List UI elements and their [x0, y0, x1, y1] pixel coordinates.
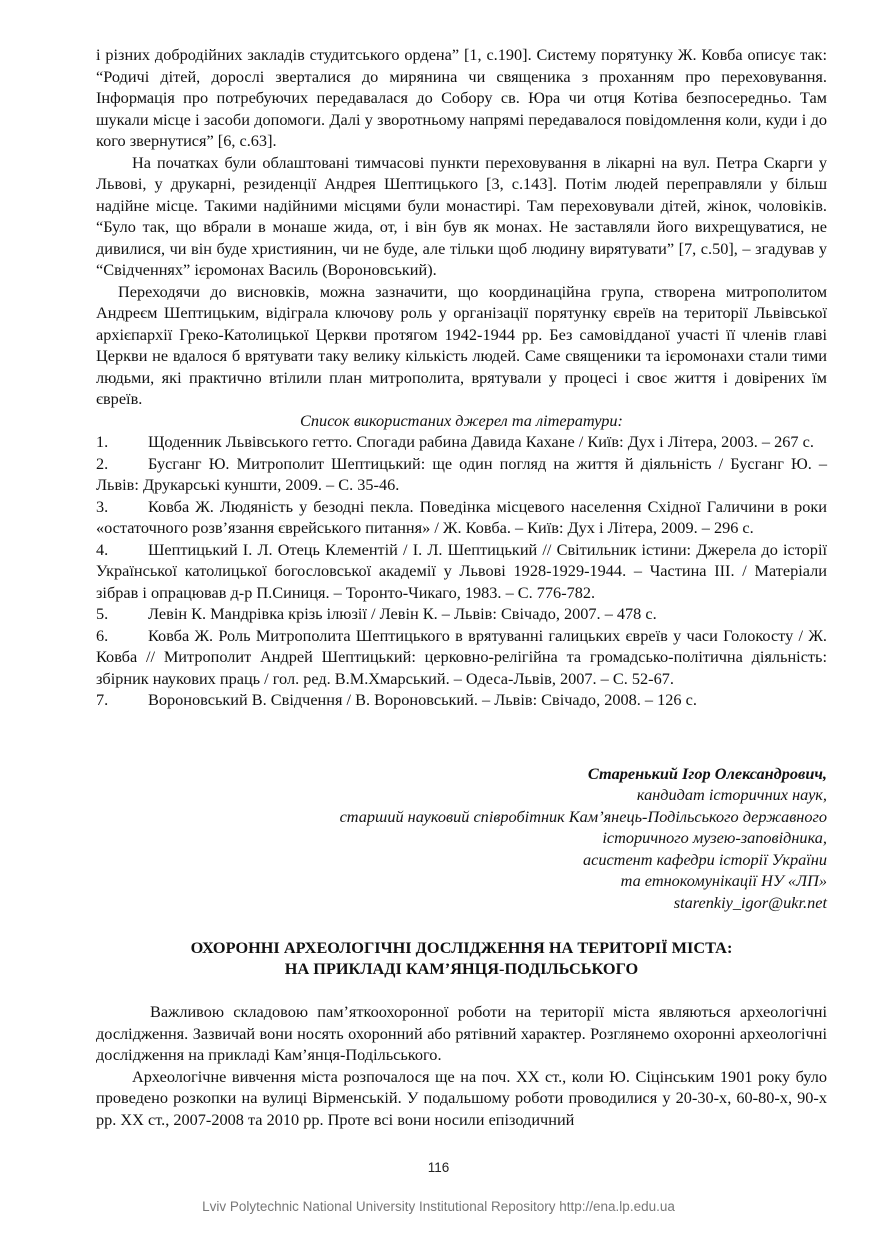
paragraph-5: Археологічне вивчення міста розпочалося ще на поч. ХХ ст., коли Ю. Сіцінським 1901 року було проведено розкопки на вулиці Вірменській. У подальшому роботи проводилися у 20-30-х, 60-80-х, 90-х рр. ХХ ст., 2007-2008 та 2010 рр. Проте всі вони носили епізодичний — [96, 1066, 827, 1129]
article-body — [96, 1001, 827, 1130]
reference-text: Вороновський В. Свідчення / В. Вороновський. – Львів: Свічадо, 2008. – 126 с. — [148, 690, 697, 709]
reference-number: 3. — [96, 496, 109, 516]
reference-number: 2. — [96, 453, 109, 473]
author-name: Старенький Ігор Олександрович, — [587, 763, 827, 783]
reference-text: Ковба Ж. Людяність у безодні пекла. Поведінка місцевого населення Східної Галичини в роки «остаточного розв’язання єврейського питання» / Ж. Ковба. – Київ: Дух і Літера, 2009. – 296 с. — [96, 496, 827, 537]
article-title-line-1: ОХОРОННІ АРХЕОЛОГІЧНІ ДОСЛІДЖЕННЯ НА ТЕРИТОРІЇ МІСТА: — [190, 938, 733, 957]
author-email: starenkiy_igor@ukr.net — [673, 892, 827, 912]
page-content — [96, 44, 827, 1130]
reference-number: 4. — [96, 539, 109, 559]
paragraph-4: Важливою складовою пам’яткоохоронної роботи на території міста являються археологічні дослідження. Зазвичай вони носять охоронний або рятівний характер. Розглянемо охоронні археологічні дослідження на прикладі Кам’янця-Подільського. — [96, 1002, 827, 1064]
reference-text: Левін К. Мандрівка крізь ілюзії / Левін К. – Львів: Свічадо, 2007. – 478 с. — [148, 604, 657, 623]
reference-number: 7. — [96, 690, 109, 709]
paragraph-3: Переходячи до висновків, можна зазначити, що координаційна група, створена митрополитом Андреєм Шептицьким, відіграла ключову роль у організації порятунку євреїв на території Львівської архієпархії Греко-Католицької Церкви протягом 1942-1944 рр. Без самовідданої участі її членів главі Церкви не вдалося б врятувати таку велику кількість людей. Саме священики та ієромонахи стали тими людьми, які практично втілили план митрополита, врятували у процесі і своє життя і довірених їм євреїв. — [96, 281, 827, 408]
article-title-line-2: НА ПРИКЛАДІ КАМ’ЯНЦЯ-ПОДІЛЬСЬКОГО — [284, 959, 639, 978]
reference-text: Шептицький І. Л. Отець Клементій / І. Л. Шептицький // Світильник істини: Джерела до історії Української католицької богословської академії у Львові 1928-1929-1944. – Частина ІІІ. / Матеріали зібрав і опрацював д-р П.Синиця. – Торонто-Чикаго, 1983. – С. 776-782. — [96, 539, 827, 602]
author-institution-2: та етнокомунікації НУ «ЛП» — [620, 871, 827, 890]
author-position: старший науковий співробітник Кам’янець-Подільського державного — [339, 806, 827, 826]
reference-item — [96, 689, 827, 711]
author-institution: історичного музею-заповідника, — [602, 828, 827, 847]
reference-text: Ковба Ж. Роль Митрополита Шептицького в врятуванні галицьких євреїв у часи Голокосту / Ж. Ковба // Митрополит Андрей Шептицький: церковно-релігійна та громадсько-політична діяльність: збірник наукових праць / гол. ред. В.М.Хмарський. – Одеса-Львів, 2007. – С. 52-67. — [96, 625, 827, 688]
references-heading: Список використаних джерел та літератури: — [300, 410, 623, 430]
reference-text: Щоденник Львівського гетто. Спогади рабина Давида Кахане / Київ: Дух і Літера, 2003. – 267 с. — [148, 432, 814, 451]
author-position-2: асистент кафедри історії України — [582, 849, 827, 869]
reference-number: 6. — [96, 625, 109, 645]
reference-number: 1. — [96, 432, 109, 451]
paragraph-1: і різних добродійних закладів студитського ордена” [1, с.190]. Систему порятунку Ж. Ковба описує так: “Родичі дітей, дорослі зверталися до мирянина чи священика з проханням про переховування. Інформація про потребуючих передавалася до Собору св. Юра чи отця Котіва безпосередньо. Там шукали місце і засоби допомоги. Далі у зворотньому напрямі передавалося повідомлення коли, куди і до кого звернутися” [6, с.63]. — [96, 45, 827, 150]
reference-item — [96, 539, 827, 604]
repository-footer: Lviv Polytechnic National University Institutional Repository http://ena.lp.edu.ua — [202, 1199, 675, 1214]
reference-text: Бусганг Ю. Митрополит Шептицький: ще один погляд на життя й діяльність / Бусганг Ю. – Львів: Друкарські куншти, 2009. – С. 35-46. — [96, 453, 827, 494]
reference-item — [96, 453, 827, 496]
reference-number: 5. — [96, 604, 109, 623]
references-list — [96, 431, 827, 711]
paragraph-2: На початках були облаштовані тимчасові пункти переховування в лікарні на вул. Петра Скарги у Львові, у друкарні, резиденції Андрея Шептицького [3, с.143]. Потім людей переправляли у більш надійне місце. Такими надійними місцями були монастирі. Там переховували дітей, жінок, чоловіків. “Було так, що вбрали в монаше жида, от, і він був як монах. Не заставляли його вихрещуватися, не дивилися, чи він буде християнин, чи не буде, але тільки щоб людину вирятувати” [7, с.50], – згадував у “Свідченнях” ієромонах Василь (Вороновський). — [96, 152, 827, 279]
author-degree: кандидат історичних наук, — [636, 785, 827, 804]
reference-item — [96, 496, 827, 539]
author-block — [96, 763, 827, 914]
reference-item — [96, 603, 827, 625]
page-number: 116 — [427, 1160, 450, 1175]
reference-item — [96, 625, 827, 690]
reference-item — [96, 431, 827, 453]
article-title — [96, 937, 827, 979]
